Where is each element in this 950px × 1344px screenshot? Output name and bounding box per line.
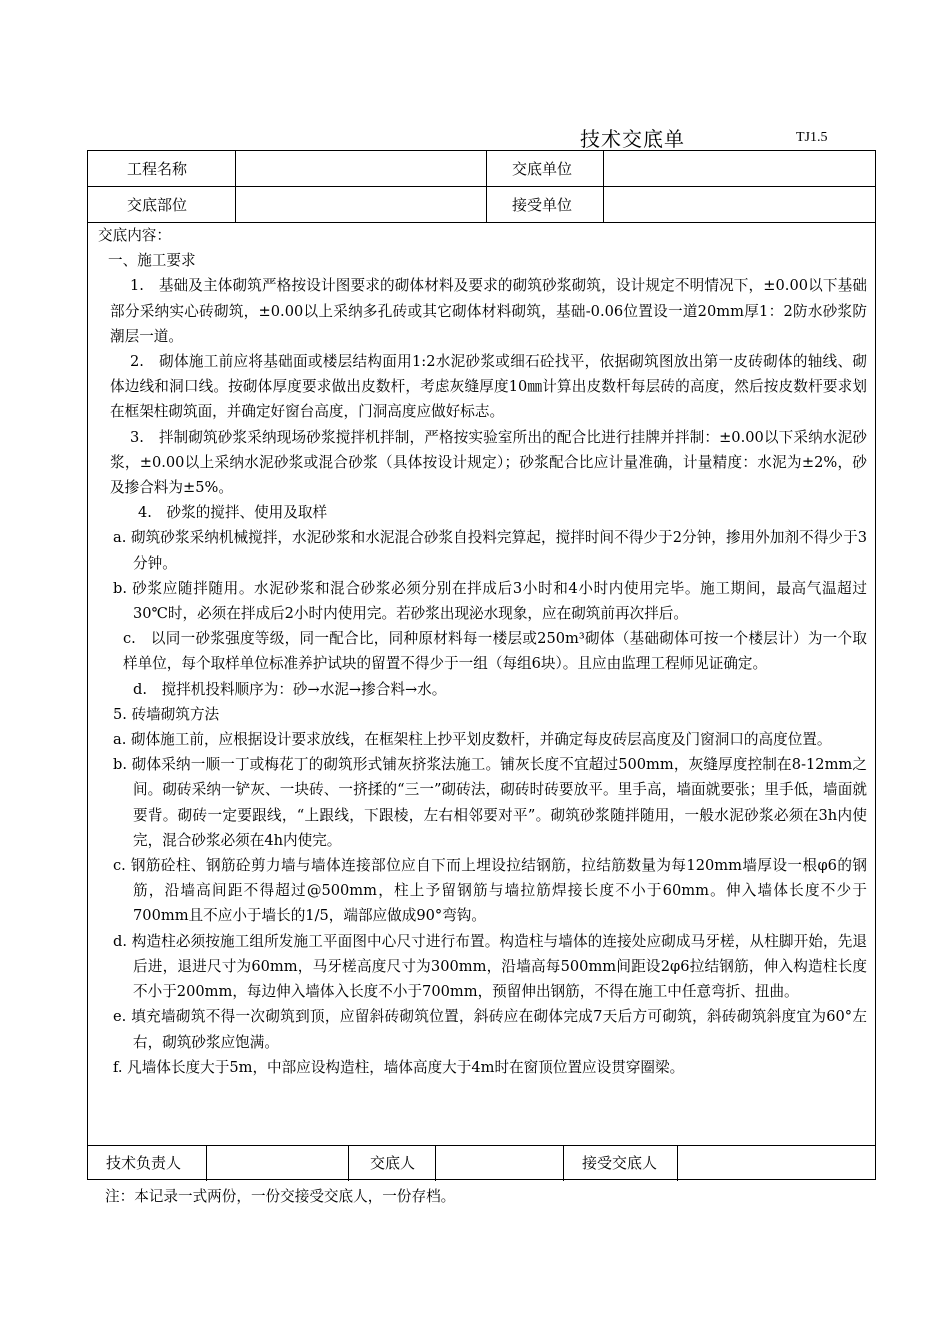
- content-paragraph: 2. 砌体施工前应将基础面或楼层结构面用1:2水泥砂浆或细石砼找平，依据砌筑图放出第一皮砖砌体的轴线、砌体边线和洞口线。按砌体厚度要求做出皮数杆，考虑灰缝厚度10㎜计算出皮数杆每层砖的高度，然后按皮数杆要求划在框架柱砌筑面，并确定好窗台高度，门洞高度应做好标志。: [110, 353, 867, 421]
- row-divider: [88, 186, 875, 187]
- document-code: TJ1.5: [796, 130, 828, 145]
- column-divider: [563, 1145, 564, 1181]
- discloser-label: 交底人: [370, 1154, 416, 1172]
- content-paragraph: 3. 拌制砌筑砂浆采纳现场砂浆搅拌机拌制，严格按实验室所出的配合比进行挂牌并拌制：±0.00以下采纳水泥砂浆，±0.00以上采纳水泥砂浆或混合砂浆（具体按设计规定）；砂浆配合比应计量准确，计量精度：水泥为±2%，砂及掺合料为±5%。: [110, 428, 867, 497]
- content-item: a. 砌筑砂浆采纳机械搅拌，水泥砂浆和水泥混合砂浆自投料完算起，搅拌时间不得少于2分钟，掺用外加剂不得少于3分钟。: [113, 529, 867, 572]
- column-divider: [435, 1145, 436, 1181]
- content-item: d. 搅拌机投料顺序为：砂→水泥→掺合料→水。: [133, 680, 447, 698]
- content-item: c. 钢筋砼柱、钢筋砼剪力墙与墙体连接部位应自下而上埋设拉结钢筋，拉结筋数量为每120mm墙厚设一根φ6的钢筋，沿墙高间距不得超过@500mm，柱上予留钢筋与墙拉筋焊接长度不小于60mm。伸入墙体长度不少于700mm且不应小于墙长的1/5，端部应做成90°弯钩。: [113, 857, 867, 925]
- column-divider: [348, 1145, 349, 1181]
- column-divider: [486, 151, 487, 222]
- content-item: c. 以同一砂浆强度等级，同一配合比，同种原材料每一楼层或250m³砌体（基础砌体可按一个楼层计）为一个取样单位，每个取样单位标准养护试块的留置不得少于一组（每组6块）。且应由监理工程师见证确定。: [123, 630, 867, 673]
- receiver-label: 接受交底人: [582, 1154, 658, 1172]
- content-label: 交底内容：: [98, 227, 171, 244]
- content-item: e. 填充墙砌筑不得一次砌筑到顶，应留斜砖砌筑位置，斜砖应在砌体完成7天后方可砌筑，斜砖砌筑斜度宜为60°左右，砌筑砂浆应饱满。: [113, 1008, 867, 1051]
- content-item: b. 砌体采纳一顺一丁或梅花丁的砌筑形式铺灰挤浆法施工。铺灰长度不宜超过500mm，灰缝厚度控制在8-12mm之间。砌砖采纳一铲灰、一块砖、一挤揉的“三一”砌砖法，砌砖时砖要放平。里手高，墙面就要张；里手低，墙面就要背。砌砖一定要跟线，“上跟线，下跟棱，左右相邻要对平”。砌筑砂浆随拌随用，一般水泥砂浆必须在3h内使完，混合砂浆必须在4h内使完。: [113, 756, 867, 849]
- tech-lead-label: 技术负责人: [106, 1154, 182, 1172]
- section-title: 5. 砖墙砌筑方法: [113, 705, 220, 723]
- subsection-title: 4. 砂浆的搅拌、使用及取样: [138, 504, 328, 522]
- content-paragraph: 1. 基础及主体砌筑严格按设计图要求的砌体材料及要求的砌筑砂浆砌筑，设计规定不明情况下，±0.00以下基础部分采纳实心砖砌筑，±0.00以上采纳多孔砖或其它砌体材料砌筑，基础-0.06位置设一道20mm厚1：2防水砂浆防潮层一道。: [110, 277, 867, 345]
- content-item: f. 凡墙体长度大于5m，中部应设构造柱，墙体高度大于4m时在窗顶位置应设贯穿圈梁。: [113, 1058, 685, 1076]
- column-divider: [235, 151, 236, 222]
- document-title: 技术交底单: [580, 127, 685, 151]
- disclosure-location-label: 交底部位: [127, 196, 188, 214]
- content-item: d. 构造柱必须按施工组所发施工平面图中心尺寸进行布置。构造柱与墙体的连接处应砌成马牙槎，从柱脚开始，先退后进，退进尺寸为60mm，马牙槎高度尺寸为300mm，沿墙高每500mm间距设2φ6拉结钢筋，伸入构造柱长度不小于200mm，每边伸入墙体入长度不小于700mm，预留伸出钢筋，不得在施工中任意弯折、扭曲。: [113, 932, 867, 1001]
- project-name-label: 工程名称: [127, 160, 188, 178]
- column-divider: [206, 1145, 207, 1181]
- disclosing-unit-label: 交底单位: [512, 160, 573, 178]
- section-title: 一、施工要求: [108, 252, 196, 270]
- disclosure-form: [87, 150, 876, 1180]
- column-divider: [677, 1145, 678, 1181]
- receiving-unit-label: 接受单位: [512, 196, 573, 214]
- footer-note: 注：本记录一式两份，一份交接受交底人，一份存档。: [105, 1188, 456, 1205]
- disclosure-content: [88, 223, 875, 1080]
- content-item: a. 砌体施工前，应根据设计要求放线，在框架柱上抄平划皮数杆，并确定每皮砖层高度及门窗洞口的高度位置。: [113, 731, 832, 749]
- column-divider: [603, 151, 604, 222]
- content-item: b. 砂浆应随拌随用。水泥砂浆和混合砂浆必须分别在拌成后3小时和4小时内使用完毕。施工期间，最高气温超过30℃时，必须在拌成后2小时内使用完。若砂浆出现泌水现象，应在砌筑前再次拌后。: [113, 579, 867, 623]
